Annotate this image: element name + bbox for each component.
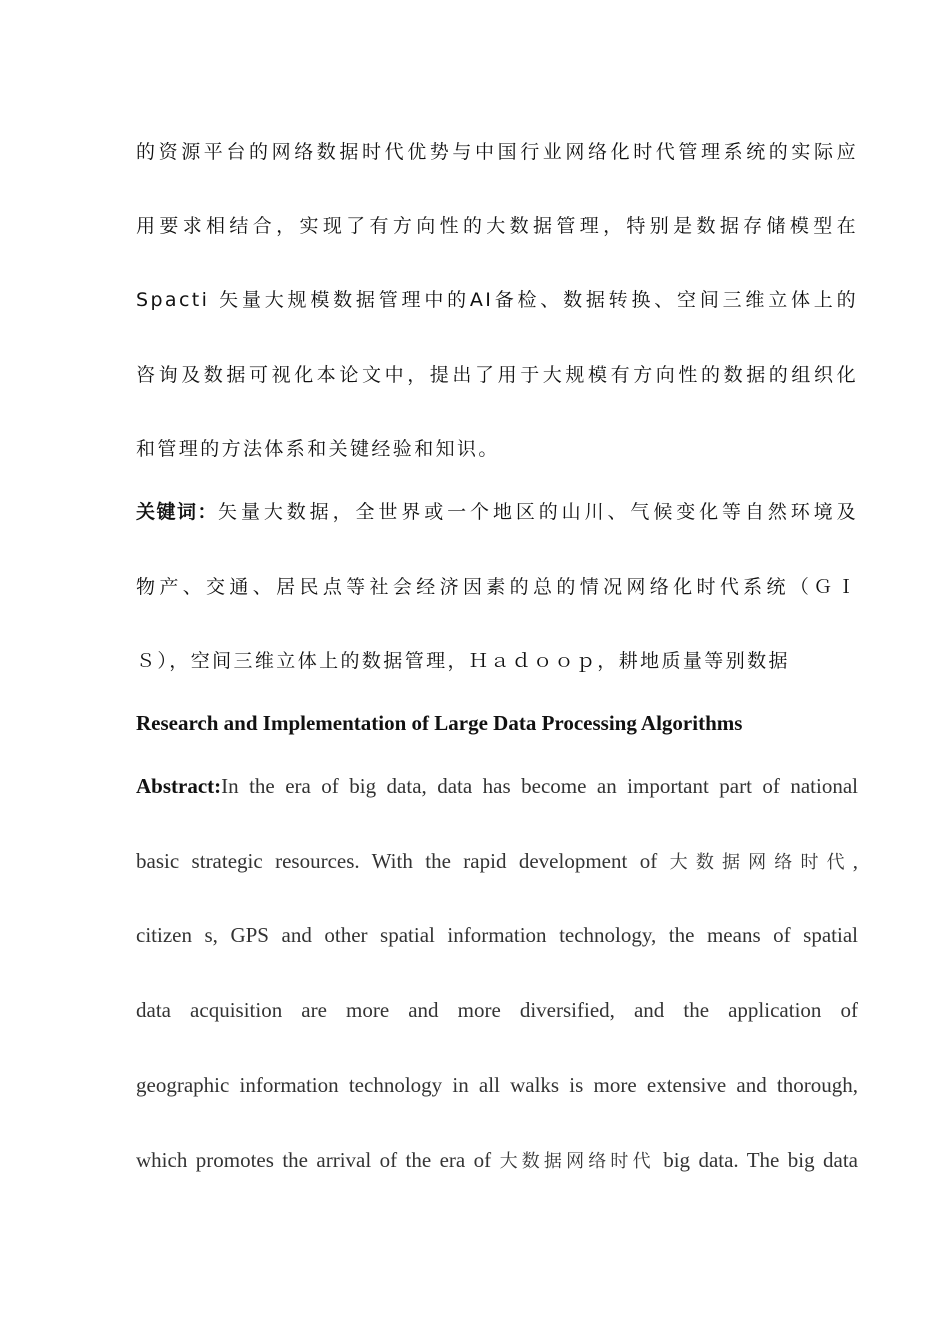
keywords-line [136, 499, 858, 526]
keywords-line: Ｓ），空间三维立体上的数据管理，Ｈａｄｏｏｐ，耕地质量等别数据 [136, 650, 790, 672]
abstract-text: which promotes the arrival of the era of [136, 1148, 492, 1172]
abstract-text: big data. The big data [663, 1148, 859, 1172]
keywords-label: 关键词： [136, 502, 219, 523]
english-title: Research and Implementation of Large Data Processing Algorithms [136, 711, 743, 735]
abstract-cn-line: 用要求相结合，实现了有方向性的大数据管理，特别是数据存储模型在 [136, 215, 858, 237]
abstract-en-line [136, 1146, 858, 1176]
abstract-cjk-text: 大数据网络时代 [499, 1151, 655, 1172]
abstract-en-line [136, 772, 858, 800]
abstract-label: Abstract: [136, 774, 222, 798]
abstract-text: In the era of big data, data has become an important part of national [221, 774, 858, 798]
keywords-line: 物产、交通、居民点等社会经济因素的总的情况网络化时代系统（ＧＩ [136, 576, 858, 598]
abstract-en-line [136, 847, 858, 877]
abstract-text: basic strategic resources. With the rapid development of [136, 849, 658, 873]
abstract-cjk-text: 大数据网络时代 [669, 852, 853, 873]
abstract-en-line: geographic information technology in all walks is more extensive and thorough, [136, 1073, 858, 1097]
abstract-en-line: citizen s, GPS and other spatial information technology, the means of spatial [136, 923, 858, 947]
abstract-cn-line: 的资源平台的网络数据时代优势与中国行业网络化时代管理系统的实际应 [136, 141, 858, 163]
abstract-text: , [852, 849, 859, 873]
abstract-cn-line: 咨询及数据可视化本论文中，提出了用于大规模有方向性的数据的组织化 [136, 364, 858, 386]
abstract-cn-line: 和管理的方法体系和关键经验和知识。 [136, 438, 500, 460]
abstract-cn-line: Spacti 矢量大规模数据管理中的AI备检、数据转换、空间三维立体上的 [136, 289, 858, 311]
keywords-text: 矢量大数据，全世界或一个地区的山川、气候变化等自然环境及 [218, 501, 858, 523]
abstract-en-line: data acquisition are more and more diversified, and the application of [136, 998, 858, 1022]
